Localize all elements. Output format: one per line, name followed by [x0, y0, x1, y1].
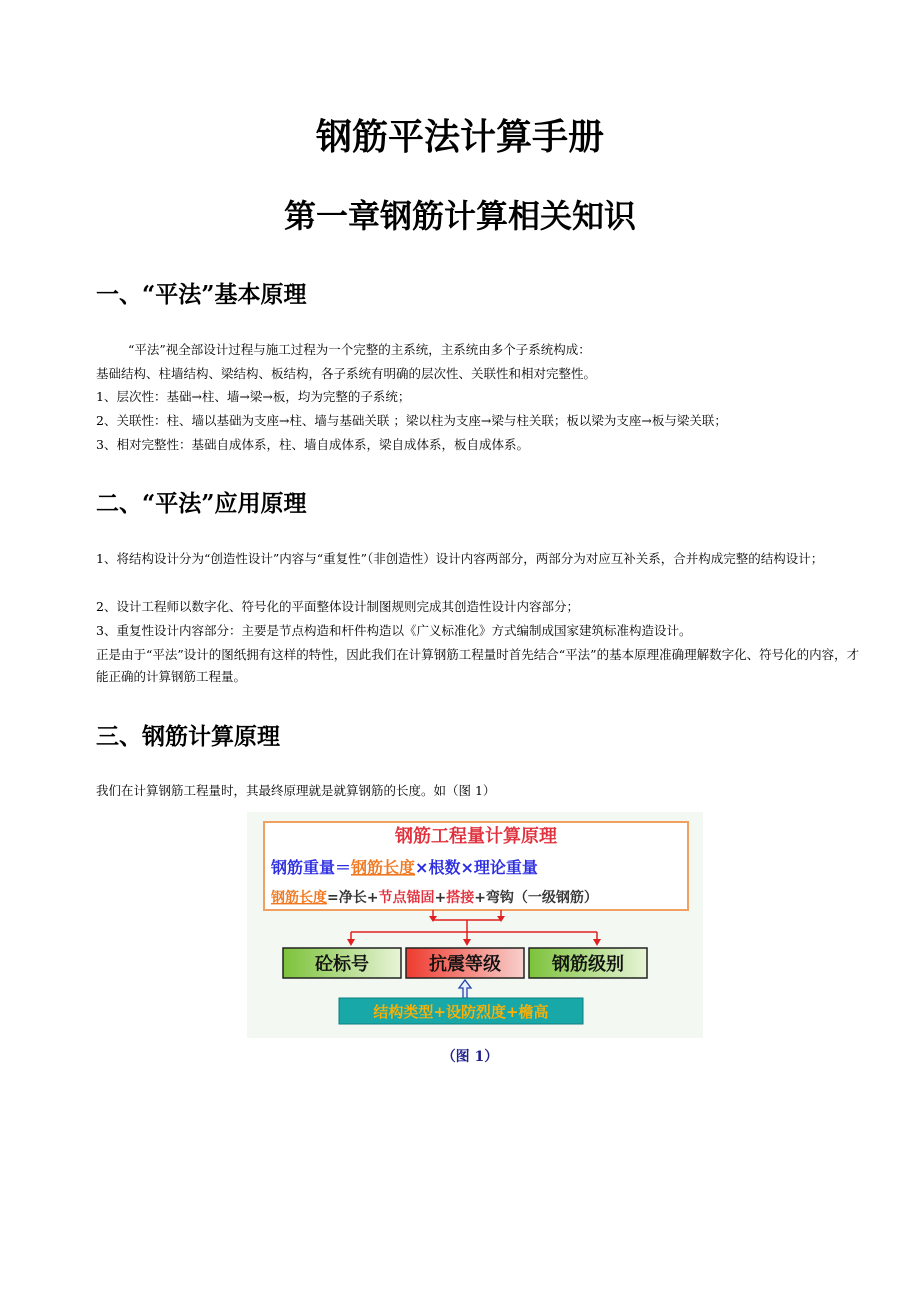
- section-2-paragraph-2: 2、设计工程师以数字化、符号化的平面整体设计制图规则完成其创造性设计内容部分；: [96, 599, 579, 614]
- formula-2-part-1: 钢筋长度: [271, 890, 327, 906]
- formula-2-part-5: 搭接: [446, 890, 475, 906]
- formula-2-part-4: +: [434, 890, 447, 906]
- section-heading-3: 三、钢筋计算原理: [96, 723, 280, 750]
- bottom-bar-label: 结构类型+设防烈度+檐高: [373, 1003, 549, 1021]
- section-1-paragraph-1: “平法”视全部设计过程与施工过程为一个完整的主系统，主系统由多个子系统构成：: [128, 342, 591, 357]
- connector-lines: [351, 910, 597, 940]
- formula-2-part-2: =净长+: [327, 890, 379, 906]
- formula-1-part-2: 钢筋长度: [351, 858, 416, 877]
- section-heading-2: 二、“平法”应用原理: [96, 490, 307, 517]
- section-2-paragraph-4: 正是由于“平法”设计的图纸拥有这样的特性，因此我们在计算钢筋工程量时首先结合“平法”的基本原理准确理解数字化、符号化的内容，才能正确的计算钢筋工程量。: [96, 647, 860, 684]
- section-2-paragraph-1: 1、将结构设计分为“创造性设计”内容与“重复性”（非创造性）设计内容两部分，两部分为对应互补关系，合并构成完整的结构设计；: [96, 551, 824, 566]
- formula-2-part-3: 节点锚固: [378, 890, 435, 906]
- section-3-paragraph-1: 我们在计算钢筋工程量时，其最终原理就是就算钢筋的长度。如（图 1）: [96, 783, 496, 798]
- section-1-paragraph-3: 1、层次性：基础→柱、墙→梁→板，均为完整的子系统；: [96, 389, 411, 404]
- box-seismic-grade-label: 抗震等级: [429, 954, 501, 975]
- section-1-paragraph-5: 3、相对完整性：基础自成体系，柱、墙自成体系，梁自成体系，板自成体系。: [96, 437, 529, 452]
- diagram-svg: [247, 812, 703, 1038]
- formula-line-2: [270, 889, 598, 906]
- box-concrete-grade-label: 砼标号: [315, 954, 369, 975]
- formula-2-part-6: +弯钩（一级钢筋）: [474, 890, 598, 906]
- formula-1-part-3: ×根数×理论重量: [415, 858, 538, 877]
- box-rebar-grade-label: 钢筋级别: [552, 954, 624, 975]
- up-arrow-icon: [459, 980, 471, 998]
- figure-caption: （图 1）: [441, 1049, 499, 1065]
- section-2-paragraph-3: 3、重复性设计内容部分：主要是节点构造和杆件构造以《广义标准化》方式编制成国家建筑标准构造设计。: [96, 623, 692, 638]
- document-title: 钢筋平法计算手册: [315, 116, 604, 158]
- section-1-paragraph-2: 基础结构、柱墙结构、梁结构、板结构，各子系统有明确的层次性、关联性和相对完整性。: [96, 366, 597, 381]
- section-1-paragraph-4: 2、关联性：柱、墙以基础为支座→柱、墙与基础关联 ；梁以柱为支座→梁与柱关联；板以梁为支座→板与梁关联；: [96, 413, 727, 428]
- formula-1-part-1: 钢筋重量＝: [271, 858, 352, 877]
- formula-line-1: [270, 858, 538, 877]
- formula-box-title: 钢筋工程量计算原理: [395, 826, 557, 847]
- chapter-title: 第一章钢筋计算相关知识: [283, 197, 636, 235]
- figure-rebar-calculation-diagram: [247, 812, 703, 1038]
- section-heading-1: 一、“平法”基本原理: [96, 281, 307, 308]
